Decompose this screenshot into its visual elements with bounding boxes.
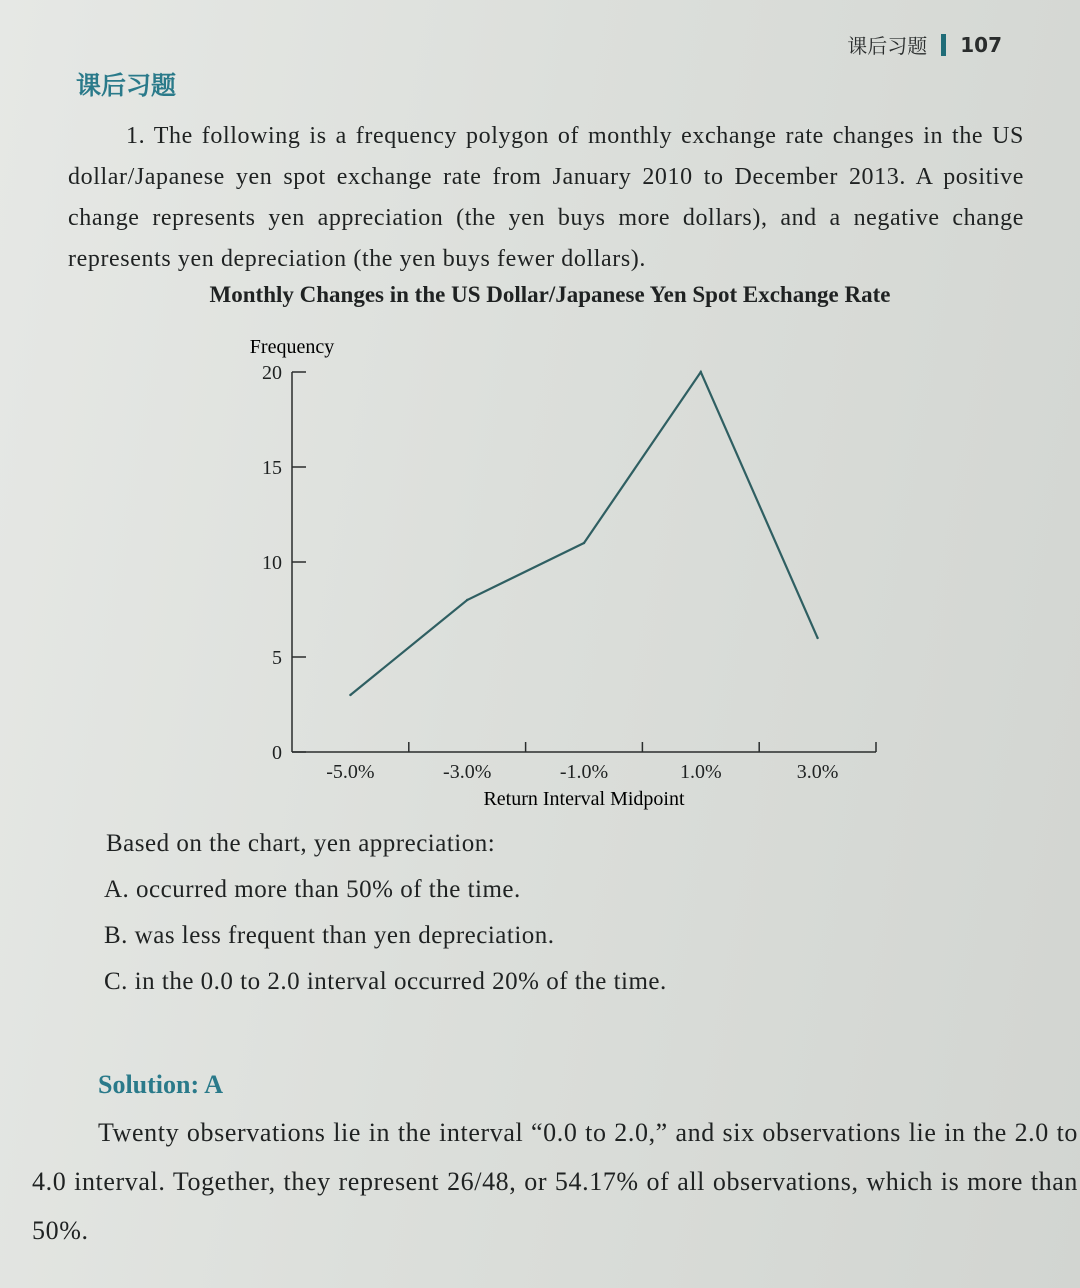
y-tick-label: 10 bbox=[262, 552, 282, 574]
y-ticks bbox=[262, 362, 306, 764]
option-a: A. occurred more than 50% of the time. bbox=[104, 876, 521, 903]
chart-title: Monthly Changes in the US Dollar/Japanese Yen Spot Exchange Rate bbox=[209, 282, 891, 307]
frequency-polygon-chart bbox=[0, 325, 1080, 825]
running-head-label: 课后习题 bbox=[847, 34, 928, 58]
x-tick-label: -3.0% bbox=[443, 761, 492, 783]
data-point bbox=[466, 599, 468, 601]
x-tick-label: 1.0% bbox=[679, 761, 722, 783]
option-b: B. was less frequent than yen depreciation. bbox=[104, 922, 555, 949]
data-point bbox=[700, 371, 702, 373]
question-stem: Based on the chart, yen appreciation: bbox=[106, 830, 496, 857]
section-title: 课后习题 bbox=[76, 71, 177, 100]
y-tick-label: 5 bbox=[272, 647, 282, 669]
x-tick-label: -5.0% bbox=[326, 761, 375, 783]
x-tick-label: 3.0% bbox=[796, 761, 839, 783]
series-group bbox=[349, 371, 819, 696]
x-ticks bbox=[326, 742, 876, 783]
y-tick-label: 0 bbox=[272, 742, 282, 764]
question-text: 1. The following is a frequency polygon of monthly exchange rate changes in the US dollar/Japanese yen spot exchange rate from January 2010 to December 2013. A positive change represents yen appreciation (the yen buys more dollars), and a negative change represents yen depreciation (the yen buys fewer dollars). bbox=[68, 123, 1024, 272]
frequency-polygon-line bbox=[350, 372, 817, 695]
y-tick-label: 20 bbox=[262, 362, 282, 384]
y-axis-label: Frequency bbox=[249, 336, 335, 358]
solution-label: Solution: A bbox=[98, 1070, 223, 1099]
x-axis-label: Return Interval Midpoint bbox=[483, 788, 685, 810]
x-tick-label: -1.0% bbox=[559, 761, 609, 783]
data-point bbox=[583, 542, 585, 544]
option-c: C. in the 0.0 to 2.0 interval occurred 20% of the time. bbox=[104, 968, 667, 995]
page-number: 107 bbox=[960, 32, 1002, 57]
running-head bbox=[847, 30, 1002, 59]
y-tick-label: 15 bbox=[262, 457, 282, 479]
data-point bbox=[816, 637, 818, 639]
running-head-divider bbox=[941, 34, 946, 56]
data-point bbox=[349, 694, 351, 696]
solution-text: Twenty observations lie in the interval “0.0 to 2.0,” and six observations lie in the 2.0 to 4.0 interval. Together, they represent 26/48, or 54.17% of all observations, which is more than 50%. bbox=[32, 1118, 1078, 1245]
